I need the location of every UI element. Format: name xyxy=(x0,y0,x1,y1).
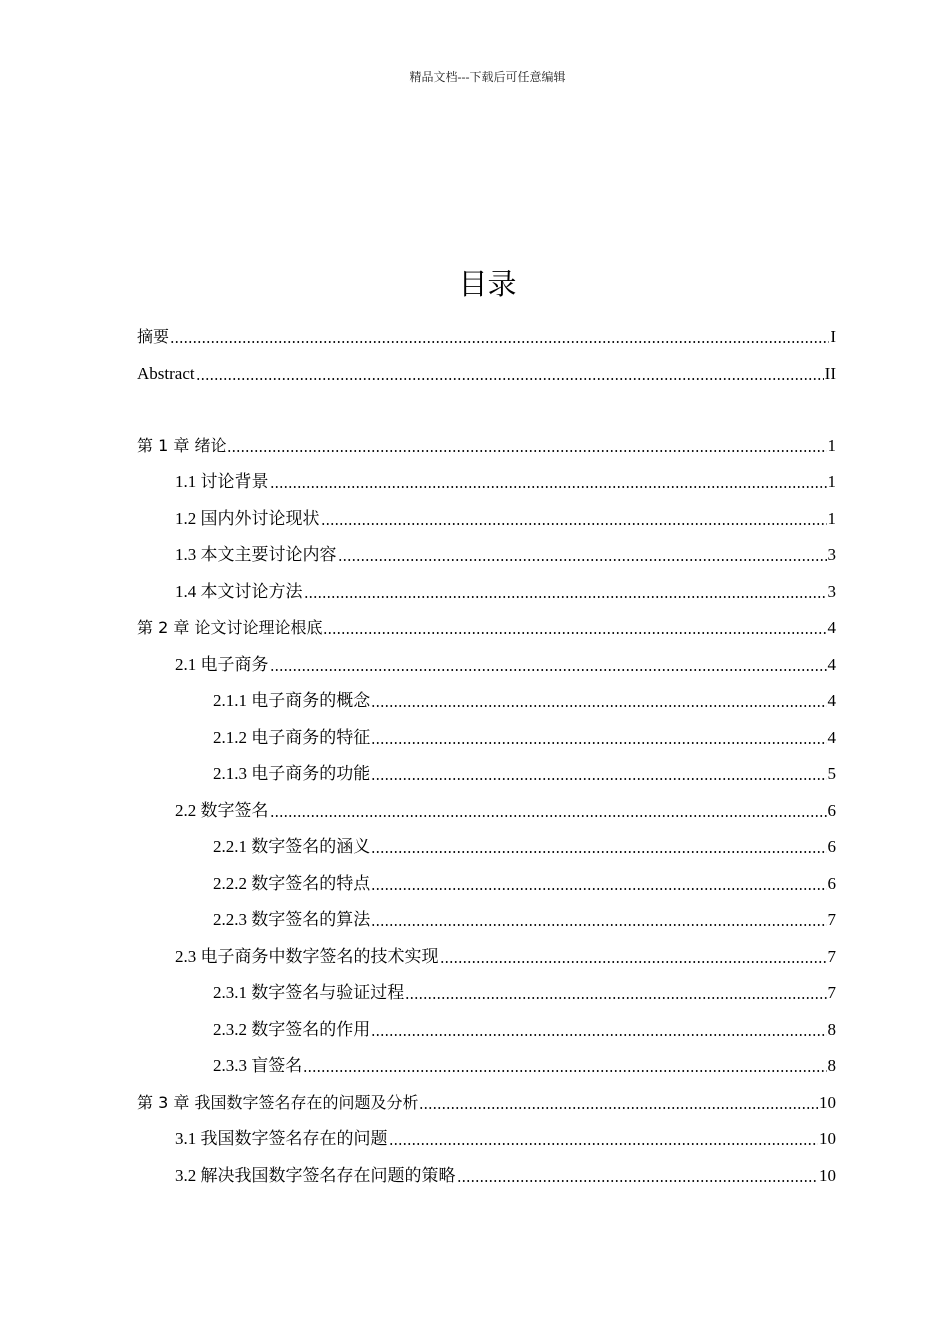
toc-entry[interactable] xyxy=(137,322,836,348)
toc-dot-leader xyxy=(196,373,824,381)
toc-entry-page-number: 7 xyxy=(827,947,836,966)
toc-entry-label: Abstract xyxy=(137,364,195,383)
toc-entry-page-number: 7 xyxy=(827,983,836,1002)
toc-entry-page-number: 10 xyxy=(819,1093,836,1112)
toc-dot-leader xyxy=(389,1138,819,1146)
toc-dot-leader xyxy=(270,481,827,489)
toc-entry-page-number: 8 xyxy=(827,1056,836,1075)
toc-entry[interactable] xyxy=(213,1015,836,1041)
toc-entry-label: 2.2 数字签名 xyxy=(175,801,269,820)
toc-dot-leader xyxy=(270,810,827,818)
toc-entry-label: 第 2 章 论文讨论理论根底 xyxy=(137,618,323,637)
toc-entry[interactable] xyxy=(175,504,836,530)
toc-entry[interactable] xyxy=(175,942,836,968)
toc-entry-label: 1.4 本文讨论方法 xyxy=(175,582,303,601)
toc-entry-page-number: 10 xyxy=(819,1166,836,1185)
toc-entry-page-number: 6 xyxy=(827,801,836,820)
toc-entry-page-number: 1 xyxy=(827,472,836,491)
toc-dot-leader xyxy=(371,700,826,708)
toc-entry[interactable] xyxy=(175,467,836,493)
toc-entry[interactable] xyxy=(175,650,836,676)
toc-entry[interactable] xyxy=(175,540,836,566)
toc-entry-label: 2.1.1 电子商务的概念 xyxy=(213,691,371,710)
toc-entry-label: 1.2 国内外讨论现状 xyxy=(175,509,320,528)
toc-entry-page-number: 8 xyxy=(827,1020,836,1039)
toc-dot-leader xyxy=(371,846,826,854)
toc-dot-leader xyxy=(270,664,827,672)
toc-dot-leader xyxy=(323,627,826,635)
toc-entry[interactable] xyxy=(213,759,836,785)
toc-entry-label: 摘要 xyxy=(137,327,170,346)
toc-entry[interactable] xyxy=(175,1124,836,1150)
toc-dot-leader xyxy=(227,445,826,453)
toc-entry-label: 2.1.3 电子商务的功能 xyxy=(213,764,371,783)
toc-entry-label: 1.1 讨论背景 xyxy=(175,472,269,491)
toc-entry-label: 3.1 我国数字签名存在的问题 xyxy=(175,1129,388,1148)
toc-entry[interactable] xyxy=(213,686,836,712)
toc-dot-leader xyxy=(321,518,827,526)
toc-entry[interactable] xyxy=(213,869,836,895)
toc-entry[interactable] xyxy=(213,1051,836,1077)
toc-entry[interactable] xyxy=(137,431,836,457)
toc-dot-leader xyxy=(371,919,826,927)
toc-entry-page-number: II xyxy=(824,364,836,383)
toc-entry-label: 2.3.3 盲签名 xyxy=(213,1056,303,1075)
toc-dot-leader xyxy=(371,883,826,891)
toc-entry-label: 2.3.2 数字签名的作用 xyxy=(213,1020,371,1039)
toc-entry[interactable] xyxy=(175,577,836,603)
toc-entry-page-number: 5 xyxy=(827,764,836,783)
toc-entry[interactable] xyxy=(175,796,836,822)
toc-entry[interactable] xyxy=(137,613,836,639)
toc-dot-leader xyxy=(371,1029,826,1037)
toc-dot-leader xyxy=(371,773,826,781)
toc-entry[interactable] xyxy=(213,723,836,749)
toc-dot-leader xyxy=(457,1175,819,1183)
toc-dot-leader xyxy=(405,992,826,1000)
toc-entry-page-number: 6 xyxy=(827,874,836,893)
toc-dot-leader xyxy=(371,737,826,745)
toc-dot-leader xyxy=(419,1102,818,1110)
toc-entry-label: 1.3 本文主要讨论内容 xyxy=(175,545,337,564)
toc-entry-page-number: 1 xyxy=(827,509,836,528)
toc-entry-label: 2.3.1 数字签名与验证过程 xyxy=(213,983,405,1002)
toc-entry-label: 2.2.1 数字签名的涵义 xyxy=(213,837,371,856)
toc-entry[interactable] xyxy=(175,1161,836,1187)
toc-dot-leader xyxy=(303,1065,826,1073)
toc-entry[interactable] xyxy=(137,359,836,385)
toc-dot-leader xyxy=(440,956,827,964)
toc-entry-page-number: 3 xyxy=(827,582,836,601)
toc-entry-page-number: 4 xyxy=(827,728,836,747)
page-header-note: 精品文档---下载后可任意编辑 xyxy=(409,70,566,84)
toc-entry[interactable] xyxy=(137,1088,836,1114)
toc-entry-page-number: 10 xyxy=(819,1129,836,1148)
toc-dot-leader xyxy=(170,336,829,344)
toc-dot-leader xyxy=(338,554,827,562)
toc-entry-label: 第 1 章 绪论 xyxy=(137,436,227,455)
toc-entry-page-number: 4 xyxy=(827,655,836,674)
toc-dot-leader xyxy=(304,591,827,599)
toc-entry-label: 3.2 解决我国数字签名存在问题的策略 xyxy=(175,1166,456,1185)
toc-title: 目录 xyxy=(458,267,517,301)
toc-entry-label: 2.1 电子商务 xyxy=(175,655,269,674)
toc-entry-page-number: 1 xyxy=(827,436,836,455)
toc-entry-page-number: 4 xyxy=(827,691,836,710)
toc-entry-label: 2.3 电子商务中数字签名的技术实现 xyxy=(175,947,439,966)
toc-entry[interactable] xyxy=(213,832,836,858)
toc-entry[interactable] xyxy=(213,905,836,931)
toc-entry-label: 2.2.3 数字签名的算法 xyxy=(213,910,371,929)
toc-entry-label: 2.2.2 数字签名的特点 xyxy=(213,874,371,893)
toc-entry-page-number: 6 xyxy=(827,837,836,856)
toc-entry-page-number: 7 xyxy=(827,910,836,929)
toc-entry-label: 2.1.2 电子商务的特征 xyxy=(213,728,371,747)
toc-entry-page-number: I xyxy=(830,327,836,346)
toc-entry[interactable] xyxy=(213,978,836,1004)
toc-entry-page-number: 4 xyxy=(827,618,836,637)
toc-entry-page-number: 3 xyxy=(827,545,836,564)
toc-entry-label: 第 3 章 我国数字签名存在的问题及分析 xyxy=(137,1093,419,1112)
